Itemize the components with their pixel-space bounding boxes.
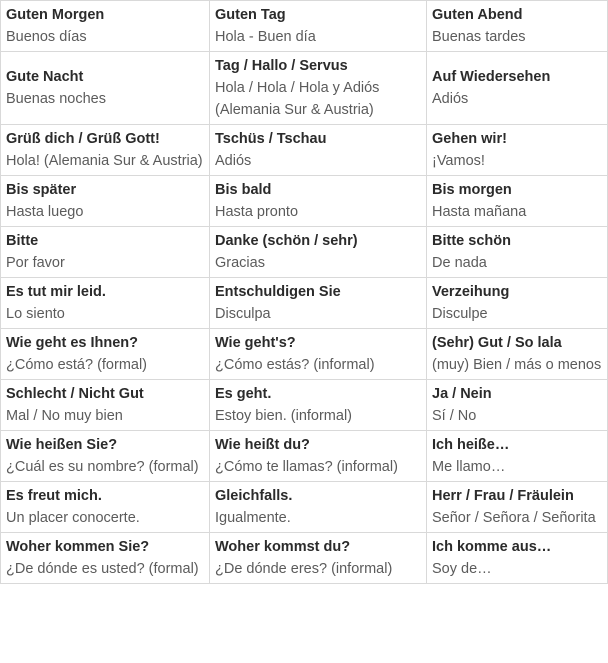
german-phrase: Guten Morgen xyxy=(6,7,105,23)
spanish-translation: Gracias xyxy=(215,255,265,271)
phrase-cell xyxy=(427,533,608,584)
spanish-translation: Hola! (Alemania Sur & Austria) xyxy=(6,153,203,169)
spanish-translation: (muy) Bien / más o menos xyxy=(432,357,602,373)
table-row xyxy=(1,52,608,125)
phrase-cell xyxy=(1,176,210,227)
spanish-translation: Me llamo… xyxy=(432,459,506,475)
spanish-translation: ¿De dónde es usted? (formal) xyxy=(6,561,199,577)
table-row xyxy=(1,176,608,227)
phrase-cell xyxy=(427,125,608,176)
german-phrase: Danke (schön / sehr) xyxy=(215,233,358,249)
german-phrase: Guten Tag xyxy=(215,7,286,23)
german-phrase: Herr / Frau / Fräulein xyxy=(432,488,574,504)
german-phrase: Guten Abend xyxy=(432,7,523,23)
phrase-cell xyxy=(1,380,210,431)
german-phrase: Wie geht es Ihnen? xyxy=(6,335,138,351)
spanish-translation: Estoy bien. (informal) xyxy=(215,408,352,424)
spanish-translation: Señor / Señora / Señorita xyxy=(432,510,596,526)
spanish-translation: Hola - Buen día xyxy=(215,29,316,45)
phrase-cell xyxy=(210,533,427,584)
german-phrase: Ja / Nein xyxy=(432,386,492,402)
phrase-cell xyxy=(210,125,427,176)
phrase-cell xyxy=(427,482,608,533)
german-phrase: Es geht. xyxy=(215,386,272,402)
spanish-translation: Hasta mañana xyxy=(432,204,527,220)
phrase-cell xyxy=(1,52,210,125)
phrase-cell xyxy=(427,380,608,431)
phrase-cell xyxy=(210,329,427,380)
spanish-translation: Disculpa xyxy=(215,306,271,322)
phrase-cell xyxy=(210,482,427,533)
table-row xyxy=(1,329,608,380)
spanish-translation: ¿Cuál es su nombre? (formal) xyxy=(6,459,199,475)
spanish-translation: Mal / No muy bien xyxy=(6,408,123,424)
spanish-translation: ¿Cómo está? (formal) xyxy=(6,357,148,373)
german-phrase: Tschüs / Tschau xyxy=(215,131,327,147)
spanish-translation: ¿Cómo estás? (informal) xyxy=(215,357,375,373)
table-row xyxy=(1,125,608,176)
table-row xyxy=(1,380,608,431)
spanish-translation: De nada xyxy=(432,255,487,271)
german-phrase: (Sehr) Gut / So lala xyxy=(432,335,562,351)
spanish-translation: ¿De dónde eres? (informal) xyxy=(215,561,393,577)
german-phrase: Bitte xyxy=(6,233,39,249)
german-phrase: Gute Nacht xyxy=(6,69,84,85)
table-row xyxy=(1,278,608,329)
german-phrase: Ich heiße… xyxy=(432,437,510,453)
table-row xyxy=(1,227,608,278)
spanish-translation: Igualmente. xyxy=(215,510,291,526)
phrase-cell xyxy=(210,52,427,125)
spanish-translation: Buenas tardes xyxy=(432,29,526,45)
german-phrase: Bis morgen xyxy=(432,182,512,198)
phrase-cell xyxy=(1,1,210,52)
german-phrase: Gehen wir! xyxy=(432,131,507,147)
phrase-cell xyxy=(210,1,427,52)
spanish-translation: ¡Vamos! xyxy=(432,153,485,169)
german-phrase: Bis später xyxy=(6,182,77,198)
spanish-translation: Lo siento xyxy=(6,306,65,322)
spanish-translation: Hola / Hola / Hola y Adiós (Alemania Sur & Austria) xyxy=(215,80,380,118)
phrase-cell xyxy=(210,380,427,431)
german-phrase: Ich komme aus… xyxy=(432,539,552,555)
german-phrase: Grüß dich / Grüß Gott! xyxy=(6,131,160,147)
phrase-cell xyxy=(427,176,608,227)
german-phrase: Bitte schön xyxy=(432,233,511,249)
phrase-cell xyxy=(1,431,210,482)
phrase-cell xyxy=(427,52,608,125)
german-phrase: Es tut mir leid. xyxy=(6,284,106,300)
phrase-cell xyxy=(210,176,427,227)
phrase-cell xyxy=(1,482,210,533)
german-phrase: Verzeihung xyxy=(432,284,510,300)
table-row xyxy=(1,482,608,533)
spanish-translation: ¿Cómo te llamas? (informal) xyxy=(215,459,398,475)
german-phrase: Tag / Hallo / Servus xyxy=(215,58,348,74)
german-phrase: Bis bald xyxy=(215,182,272,198)
german-phrase: Entschuldigen Sie xyxy=(215,284,341,300)
table-row xyxy=(1,431,608,482)
phrase-cell xyxy=(1,227,210,278)
table-row xyxy=(1,1,608,52)
phrase-cell xyxy=(1,278,210,329)
phrase-cell xyxy=(210,227,427,278)
german-phrase: Schlecht / Nicht Gut xyxy=(6,386,144,402)
table-row xyxy=(1,533,608,584)
german-phrase: Es freut mich. xyxy=(6,488,102,504)
spanish-translation: Un placer conocerte. xyxy=(6,510,140,526)
phrase-cell xyxy=(210,431,427,482)
german-phrase: Auf Wiedersehen xyxy=(432,69,551,85)
spanish-translation: Por favor xyxy=(6,255,65,271)
phrase-cell xyxy=(427,431,608,482)
phrase-cell xyxy=(1,125,210,176)
spanish-translation: Buenos días xyxy=(6,29,87,45)
spanish-translation: Hasta pronto xyxy=(215,204,299,220)
german-phrase: Gleichfalls. xyxy=(215,488,293,504)
german-phrase: Wie heißen Sie? xyxy=(6,437,118,453)
spanish-translation: Sí / No xyxy=(432,408,477,424)
phrase-cell xyxy=(1,533,210,584)
spanish-translation: Adiós xyxy=(432,91,469,107)
spanish-translation: Disculpe xyxy=(432,306,488,322)
german-phrase: Woher kommst du? xyxy=(215,539,351,555)
spanish-translation: Adiós xyxy=(215,153,252,169)
phrase-cell xyxy=(427,329,608,380)
spanish-translation: Buenas noches xyxy=(6,91,106,107)
german-phrase: Wie heißt du? xyxy=(215,437,310,453)
phrase-cell xyxy=(427,1,608,52)
phrase-cell xyxy=(427,278,608,329)
spanish-translation: Soy de… xyxy=(432,561,492,577)
phrase-cell xyxy=(210,278,427,329)
phrase-cell xyxy=(1,329,210,380)
spanish-translation: Hasta luego xyxy=(6,204,84,220)
phrase-cell xyxy=(427,227,608,278)
german-phrase: Woher kommen Sie? xyxy=(6,539,150,555)
german-phrase: Wie geht's? xyxy=(215,335,296,351)
